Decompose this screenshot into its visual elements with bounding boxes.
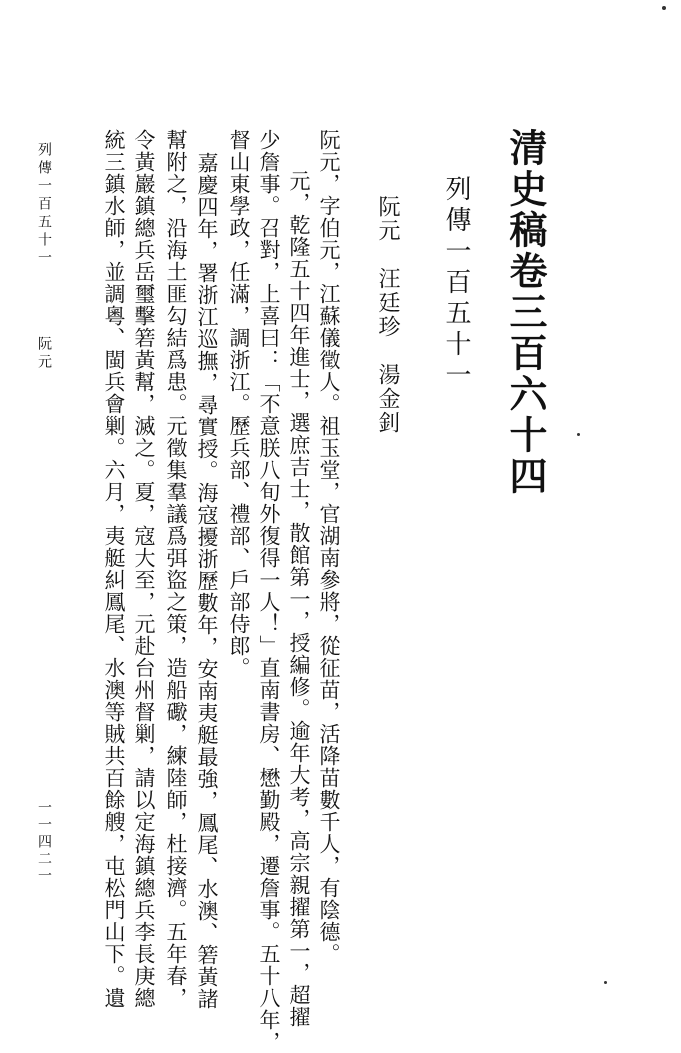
running-head: 列傳一百五十一 [36,142,52,268]
body-column: 統三鎮水師，並調粵、閩兵會剿。六月，夷艇糾鳳尾、水澳等賊共百餘艘，屯松門山下。遺 [102,129,126,1009]
ink-speck [604,981,607,984]
biography-subjects: 阮元 汪廷珍 湯金釗 [375,195,400,435]
body-column: 令黃巖鎮總兵岳璽擊箬黃幫，滅之。夏，寇大至，元赴台州督剿，請以定海鎮總兵李長庚總 [132,129,156,1009]
body-column: 少詹事。召對，上喜曰：「不意朕八旬外復得一人！」直南書房、懋勤殿，遷詹事。五十八年， [257,129,281,1053]
body-column: 督山東學政，任滿，調浙江。歷兵部、禮部、戶部侍郎。 [227,129,251,679]
ink-speck [577,433,580,436]
running-name: 阮元 [36,336,52,372]
ink-speck [662,6,666,10]
chapter-heading: 列傳一百五十一 [441,175,471,392]
body-column: 幫附之，沿海土匪勾結爲患。元徵集羣議爲弭盜之策，造船礮，練陸師，杜接濟。五年春， [164,129,188,1009]
body-column: 阮元，字伯元，江蘇儀徵人。祖玉堂，官湖南參將，從征苗，活降苗數千人，有陰德。 [317,129,341,965]
body-column: 元，乾隆五十四年進士，選庶吉士，散館第一，授編修。逾年大考，高宗親擢第一，超擢 [287,170,311,1028]
body-column: 嘉慶四年，署浙江巡撫，尋實授。海寇擾浙歷數年，安南夷艇最強，鳳尾、水澳、箬黃諸 [195,152,219,1010]
page-number: 一一四二一 [36,800,52,885]
volume-title: 清史稿卷三百六十四 [503,128,548,497]
